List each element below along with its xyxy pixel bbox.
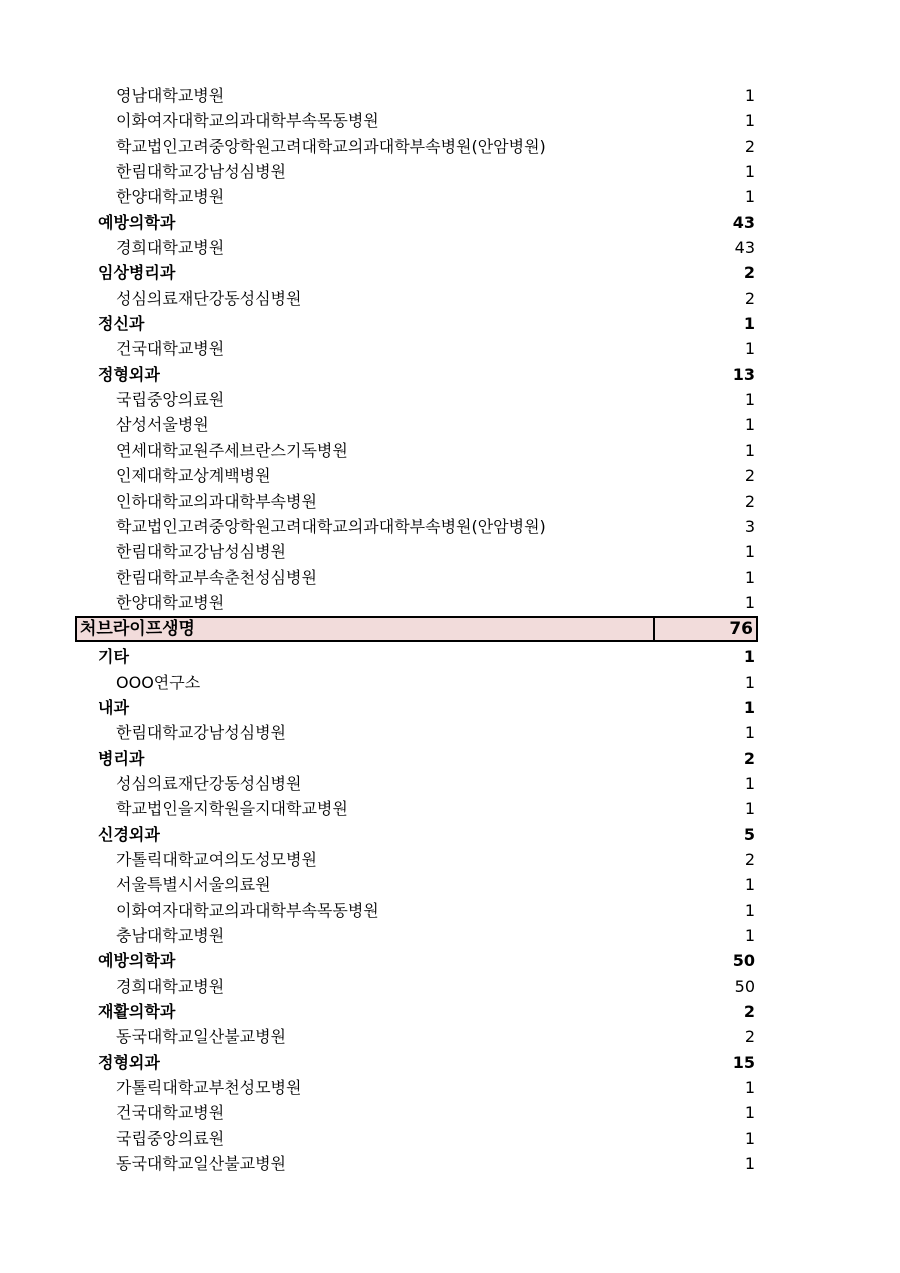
department-row [0,822,900,847]
hospital-count: 1 [744,440,755,460]
hospital-name: 인제대학교상계백병원 [116,466,271,486]
department-row [0,695,900,720]
hospital-row [0,1151,900,1176]
hospital-count: 2 [744,849,755,869]
hospital-count: 2 [744,136,755,156]
department-name: 정형외과 [98,364,160,384]
department-count: 1 [743,314,755,334]
hospital-count: 1 [744,875,755,895]
hospital-name: 영남대학교병원 [116,86,225,105]
hospital-name: 경희대학교병원 [116,238,225,258]
hospital-name: 이화여자대학교의과대학부속목동병원 [116,900,379,920]
department-name: 정형외과 [98,1052,160,1072]
hospital-name: 연세대학교원주세브란스기독병원 [116,440,348,460]
department-count: 5 [743,824,755,844]
hospital-row [0,438,900,463]
hospital-name: 가톨릭대학교부천성모병원 [116,1078,302,1098]
hospital-count: 1 [744,592,755,612]
row-group-company [0,644,900,1176]
hospital-name: 국립중앙의료원 [116,1128,225,1148]
hospital-name: 한림대학교부속춘천성심병원 [116,567,317,587]
hospital-name: 한양대학교병원 [116,187,225,207]
hospital-name: 충남대학교병원 [116,926,225,945]
hospital-row [0,1126,900,1151]
hospital-name: 학교법인고려중앙학원고려대학교의과대학부속병원(안암병원) [116,516,546,536]
hospital-name: 건국대학교병원 [116,339,225,359]
hospital-name: 인하대학교의과대학부속병원 [116,491,317,511]
hospital-count: 2 [744,1027,755,1047]
department-name: 기타 [98,647,129,667]
hospital-count: 1 [744,723,755,743]
hospital-count: 1 [744,1103,755,1123]
hospital-row [0,286,900,311]
hospital-count: 2 [744,288,755,308]
department-name: 예방의학과 [98,951,176,971]
hospital-name: 가톨릭대학교여의도성모병원 [116,849,317,869]
hospital-row [0,83,900,108]
hospital-row [0,412,900,437]
hospital-count: 1 [744,542,755,562]
hospital-count: 1 [744,111,755,131]
department-count: 2 [743,748,755,768]
hospital-row [0,590,900,615]
department-count: 1 [743,697,755,717]
hospital-name: 경희대학교병원 [116,976,225,996]
hospital-row [0,463,900,488]
department-count: 15 [732,1052,755,1072]
hospital-name: 학교법인고려중앙학원고려대학교의과대학부속병원(안암병원) [116,136,546,156]
hospital-count: 3 [744,516,755,536]
company-header-row [0,616,900,643]
hospital-count: 1 [744,1078,755,1098]
hospital-name: 학교법인을지학원을지대학교병원 [116,799,348,819]
hospital-name: 삼성서울병원 [116,415,209,435]
company-total: 76 [729,619,753,640]
hospital-name: 동국대학교일산불교병원 [116,1027,287,1047]
hospital-name: 국립중앙의료원 [116,390,225,410]
hospital-row [0,159,900,184]
hospital-row [0,771,900,796]
hospital-row [0,872,900,897]
hospital-count: 2 [744,466,755,486]
hospital-row [0,108,900,133]
department-count: 43 [732,212,755,232]
hospital-row [0,489,900,514]
hospital-row [0,134,900,159]
hospital-row [0,514,900,539]
hospital-name: 한림대학교강남성심병원 [116,723,287,743]
hospital-name: 건국대학교병원 [116,1103,225,1123]
department-row [0,1050,900,1075]
department-count: 50 [732,951,755,971]
hospital-row [0,184,900,209]
department-name: 예방의학과 [98,212,176,232]
hospital-count: 1 [744,339,755,359]
row-group-continued [0,83,900,615]
hospital-count: 1 [744,390,755,410]
hospital-count: 1 [744,672,755,692]
hospital-name: 이화여자대학교의과대학부속목동병원 [116,111,379,131]
hospital-row [0,923,900,948]
hospital-row [0,898,900,923]
hospital-row [0,1100,900,1125]
department-count: 13 [732,364,755,384]
hospital-row [0,847,900,872]
hospital-count: 1 [744,415,755,435]
hospital-name: OOO연구소 [116,672,201,692]
department-row [0,362,900,387]
department-count: 1 [743,647,755,667]
hospital-row [0,1075,900,1100]
hospital-row [0,387,900,412]
department-row [0,210,900,235]
hospital-name: 성심의료재단강동성심병원 [116,288,302,308]
hospital-name: 한림대학교강남성심병원 [116,162,287,182]
hospital-count: 1 [744,1154,755,1174]
department-row [0,260,900,285]
column-divider [653,618,655,640]
hospital-count: 1 [744,799,755,819]
hospital-row [0,565,900,590]
hospital-count: 1 [744,926,755,945]
department-name: 재활의학과 [98,1002,176,1022]
department-count: 2 [743,1002,755,1022]
hospital-row [0,670,900,695]
hospital-count: 1 [744,773,755,793]
hospital-name: 성심의료재단강동성심병원 [116,773,302,793]
department-name: 병리과 [98,748,145,768]
hospital-row [0,1024,900,1049]
hospital-name: 한양대학교병원 [116,592,225,612]
department-name: 정신과 [98,314,145,334]
hospital-count: 1 [744,567,755,587]
hospital-row [0,974,900,999]
report-table [0,83,900,1176]
hospital-count: 43 [734,238,755,258]
department-count: 2 [743,263,755,283]
department-row [0,999,900,1024]
hospital-name: 동국대학교일산불교병원 [116,1154,287,1174]
hospital-count: 1 [744,187,755,207]
hospital-row [0,720,900,745]
department-name: 신경외과 [98,824,160,844]
hospital-count: 1 [744,1128,755,1148]
hospital-name: 한림대학교강남성심병원 [116,542,287,562]
hospital-count: 1 [744,86,755,105]
hospital-count: 1 [744,900,755,920]
department-row [0,644,900,669]
department-row [0,311,900,336]
department-name: 임상병리과 [98,263,176,283]
hospital-row [0,336,900,361]
hospital-count: 1 [744,162,755,182]
department-row [0,746,900,771]
hospital-row [0,796,900,821]
hospital-row [0,539,900,564]
hospital-name: 서울특별시서울의료원 [116,875,271,895]
company-name: 처브라이프생명 [80,619,195,640]
department-row [0,948,900,973]
hospital-count: 50 [734,976,755,996]
department-name: 내과 [98,697,129,717]
hospital-count: 2 [744,491,755,511]
hospital-row [0,235,900,260]
